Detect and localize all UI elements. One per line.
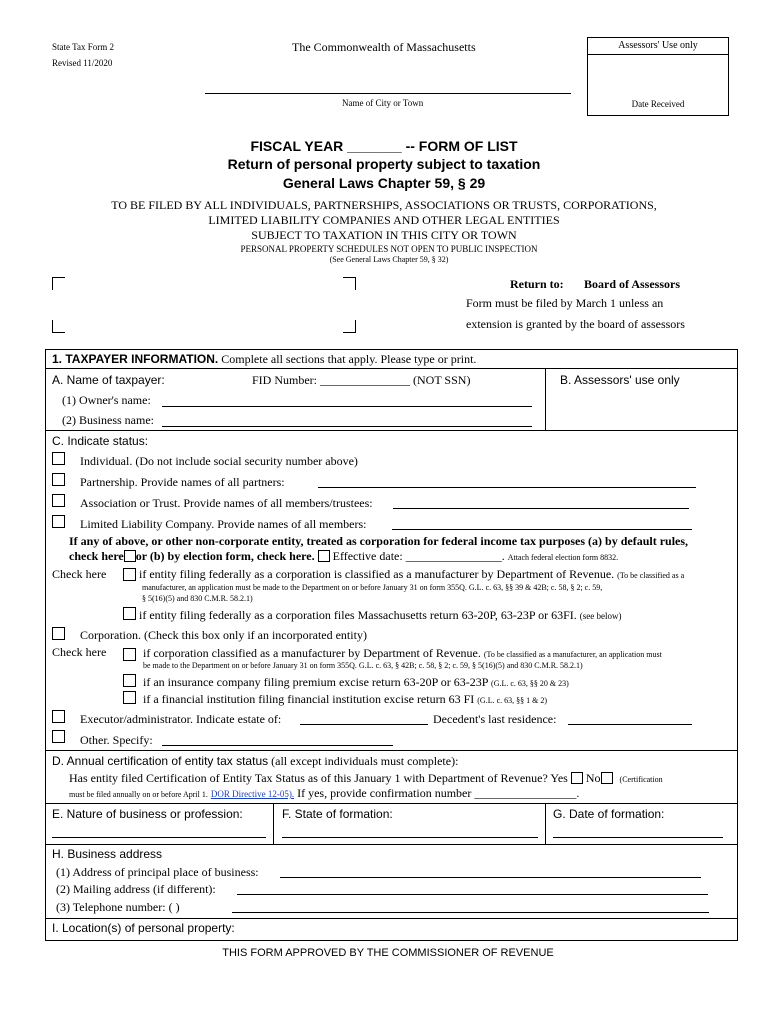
llc-manufacturer-note: (To be classified as a (617, 571, 685, 580)
no-checkbox[interactable] (601, 772, 613, 784)
noncorporate-note-2 (69, 549, 618, 564)
association-checkbox[interactable] (52, 494, 65, 507)
form-subtitle: Return of personal property subject to taxation (227, 156, 541, 172)
name-of-taxpayer-label: A. Name of taxpayer: (52, 373, 165, 387)
partners-field[interactable] (318, 487, 696, 488)
section-1-heading (52, 352, 476, 367)
deadline-note-1: Form must be filed by March 1 unless an (466, 296, 664, 310)
date-of-formation-field[interactable] (553, 837, 723, 838)
effective-date-field[interactable]: Effective date: ________________. (329, 549, 505, 563)
business-name-label: (2) Business name: (62, 413, 154, 427)
mailing-address-label: (2) Mailing address (if different): (56, 882, 216, 896)
other-specify-field[interactable] (162, 745, 393, 746)
check-here-label-2: Check here (52, 645, 107, 659)
insurance-statute: (G.L. c. 63, §§ 20 & 23) (491, 679, 569, 688)
assessors-use-label: Assessors' Use only (588, 38, 728, 55)
window-corner-tl (52, 277, 65, 290)
filing-instruction-1: TO BE FILED BY ALL INDIVIDUALS, PARTNERSHIPS, ASSOCIATIONS OR TRUSTS, CORPORATIONS, (111, 198, 657, 212)
attach-form-8832-note: Attach federal election form 8832. (507, 553, 619, 562)
default-rules-checkbox[interactable] (124, 550, 136, 562)
election-form-checkbox[interactable] (318, 550, 330, 562)
llc-manufacturer-label (139, 567, 684, 582)
grid-ab-divider (545, 368, 546, 430)
ma-return-text: if entity filing federally as a corporation files Massachusetts return 63-20P, 63-23P or 63FI. (139, 608, 577, 622)
status-label: C. Indicate status: (52, 434, 149, 448)
certification-question-text: Has entity filed Certification of Entity Tax Status as of this January 1 with Department of Revenue? (69, 771, 548, 785)
state-of-formation-field[interactable] (282, 837, 538, 838)
certification-deadline-text: must be filed annually on or before April 1. (69, 790, 208, 799)
principal-address-field[interactable] (280, 877, 701, 878)
fid-number-field[interactable]: FID Number: _______________ (NOT SSN) (252, 373, 471, 387)
other-checkbox[interactable] (52, 730, 65, 743)
llc-manufacturer-checkbox[interactable] (123, 568, 136, 581)
section-d-heading (52, 754, 458, 769)
business-address-label: H. Business address (52, 847, 163, 861)
filing-instruction-5: (See General Laws Chapter 59, § 32) (329, 255, 449, 264)
state-of-formation-label: F. State of formation: (282, 807, 393, 821)
decedent-label: Decedent's last residence: (433, 712, 557, 726)
grid-bottom (45, 940, 738, 941)
dor-directive-link[interactable]: DOR Directive 12-05). (210, 789, 295, 799)
window-corner-br (343, 320, 356, 333)
financial-institution-statute: (G.L. c. 63, §§ 1 & 2) (477, 696, 548, 705)
decedent-residence-field[interactable] (568, 724, 692, 725)
individual-checkbox[interactable] (52, 452, 65, 465)
grid-left (45, 349, 46, 941)
approval-footer: THIS FORM APPROVED BY THE COMMISSIONER OF REVENUE (222, 947, 554, 959)
commonwealth-title: The Commonwealth of Massachusetts (292, 40, 476, 54)
section-1-title: 1. TAXPAYER INFORMATION. (52, 352, 219, 366)
estate-of-field[interactable] (300, 724, 428, 725)
corporation-label: Corporation. (Check this box only if an incorporated entity) (80, 628, 367, 642)
llc-label: Limited Liability Company. Provide names of all members: (80, 517, 367, 531)
form-statute: General Laws Chapter 59, § 29 (282, 175, 486, 191)
llc-checkbox[interactable] (52, 515, 65, 528)
corporation-checkbox[interactable] (52, 627, 65, 640)
grid-row-h (45, 844, 738, 845)
trustees-field[interactable] (393, 508, 689, 509)
owner-name-label: (1) Owner's name: (62, 393, 151, 407)
assessors-use-box (587, 37, 729, 116)
other-label: Other. Specify: (80, 733, 153, 747)
see-below-note: (see below) (579, 611, 622, 621)
certification-note: (Certification (619, 775, 663, 784)
telephone-field[interactable] (232, 912, 709, 913)
certification-question (69, 771, 663, 786)
yes-label: Yes (550, 771, 568, 785)
corp-manufacturer-label (143, 646, 662, 661)
return-to-value: Board of Assessors (584, 277, 681, 291)
nature-of-business-field[interactable] (52, 837, 266, 838)
grid-row-1 (45, 368, 738, 369)
partnership-label: Partnership. Provide names of all partners: (80, 475, 285, 489)
election-form-label: or (b) by election form, check here. (135, 549, 315, 563)
assessors-use-only-label: B. Assessors' use only (560, 373, 680, 387)
filing-instruction-3: SUBJECT TO TAXATION IN THIS CITY OR TOWN (251, 228, 517, 242)
insurance-text: if an insurance company filing premium excise return 63-20P or 63-23P (143, 675, 489, 689)
principal-address-label: (1) Address of principal place of business: (56, 865, 259, 879)
partnership-checkbox[interactable] (52, 473, 65, 486)
confirmation-number-field[interactable]: If yes, provide confirmation number _________________. (294, 786, 580, 800)
executor-label: Executor/administrator. Indicate estate of: (80, 712, 282, 726)
ma-return-checkbox[interactable] (123, 607, 136, 620)
filing-instruction-4: PERSONAL PROPERTY SCHEDULES NOT OPEN TO PUBLIC INSPECTION (240, 244, 538, 254)
deadline-note-2: extension is granted by the board of assessors (466, 317, 685, 331)
association-label: Association or Trust. Provide names of all members/trustees: (80, 496, 373, 510)
grid-ef-divider (273, 803, 274, 844)
return-to-label: Return to: (510, 277, 564, 291)
date-received-label: Date Received (631, 99, 685, 109)
financial-institution-label (143, 692, 547, 707)
city-label: Name of City or Town (342, 98, 424, 108)
check-here-label-1: Check here (52, 567, 107, 581)
corp-manufacturer-text: if corporation classified as a manufacturer by Department of Revenue. (143, 646, 481, 660)
section-1-instruction: Complete all sections that apply. Please type or print. (218, 352, 477, 366)
grid-right (737, 349, 738, 941)
section-d-title: D. Annual certification of entity tax status (52, 754, 269, 768)
llc-manufacturer-note-3: § 5(16)(5) and 830 C.M.R. 58.2.1) (142, 594, 253, 603)
yes-checkbox[interactable] (571, 772, 583, 784)
window-corner-bl (52, 320, 65, 333)
no-label: No (585, 771, 601, 785)
insurance-checkbox[interactable] (123, 674, 136, 687)
certification-deadline (69, 786, 579, 801)
financial-institution-text: if a financial institution filing financial institution excise return 63 FI (143, 692, 475, 706)
corp-manufacturer-note: (To be classified as a manufacturer, an application must (483, 650, 662, 659)
filing-instruction-2: LIMITED LIABILITY COMPANIES AND OTHER LEGAL ENTITIES (208, 213, 560, 227)
llc-manufacturer-note-2: manufacturer, an application must be made to the Department on or before January 31 on form 355Q. G.L. c. 63, §§ 39 & 42B; c. 58, § 2; c. 59, (142, 583, 603, 592)
noncorporate-note-1: If any of above, or other non-corporate entity, treated as corporation for federal income tax purposes (a) by default rules, (69, 534, 689, 548)
property-location-label: I. Location(s) of personal property: (52, 921, 235, 935)
mailing-address-field[interactable] (237, 894, 708, 895)
executor-checkbox[interactable] (52, 710, 65, 723)
llc-manufacturer-text: if entity filing federally as a corporation is classified as a manufacturer by Department of Revenue. (139, 567, 615, 581)
business-name-field[interactable] (162, 426, 532, 427)
telephone-label: (3) Telephone number: ( ) (56, 900, 180, 914)
corp-manufacturer-checkbox[interactable] (123, 648, 136, 661)
insurance-label (143, 675, 569, 690)
ma-return-label (139, 608, 622, 623)
llc-members-field[interactable] (392, 529, 692, 530)
financial-institution-checkbox[interactable] (123, 691, 136, 704)
window-corner-tr (343, 277, 356, 290)
section-d-instruction: (all except individuals must complete): (268, 754, 459, 768)
individual-label: Individual. (Do not include social security number above) (80, 454, 358, 468)
nature-of-business-label: E. Nature of business or profession: (52, 807, 243, 821)
grid-row-c (45, 430, 738, 431)
grid-row-d (45, 750, 738, 751)
grid-row-efg (45, 803, 738, 804)
form-title: FISCAL YEAR _______ -- FORM OF LIST (250, 138, 518, 154)
grid-row-i (45, 918, 738, 919)
corp-manufacturer-note-2: be made to the Department on or before January 31 on form 355Q. G.L. c. 63, § 42B; c. 58, § 2; c. 59, § 5(16)(5) and 830 C.M.R. 58.2.1) (143, 661, 583, 670)
date-of-formation-label: G. Date of formation: (553, 807, 665, 821)
form-id: State Tax Form 2 (52, 42, 114, 52)
grid-fg-divider (545, 803, 546, 844)
owner-name-field[interactable] (162, 406, 532, 407)
default-rules-label: check here (69, 549, 124, 563)
city-line[interactable] (205, 93, 571, 94)
grid-top (45, 349, 738, 350)
revised-date: Revised 11/2020 (52, 58, 113, 68)
